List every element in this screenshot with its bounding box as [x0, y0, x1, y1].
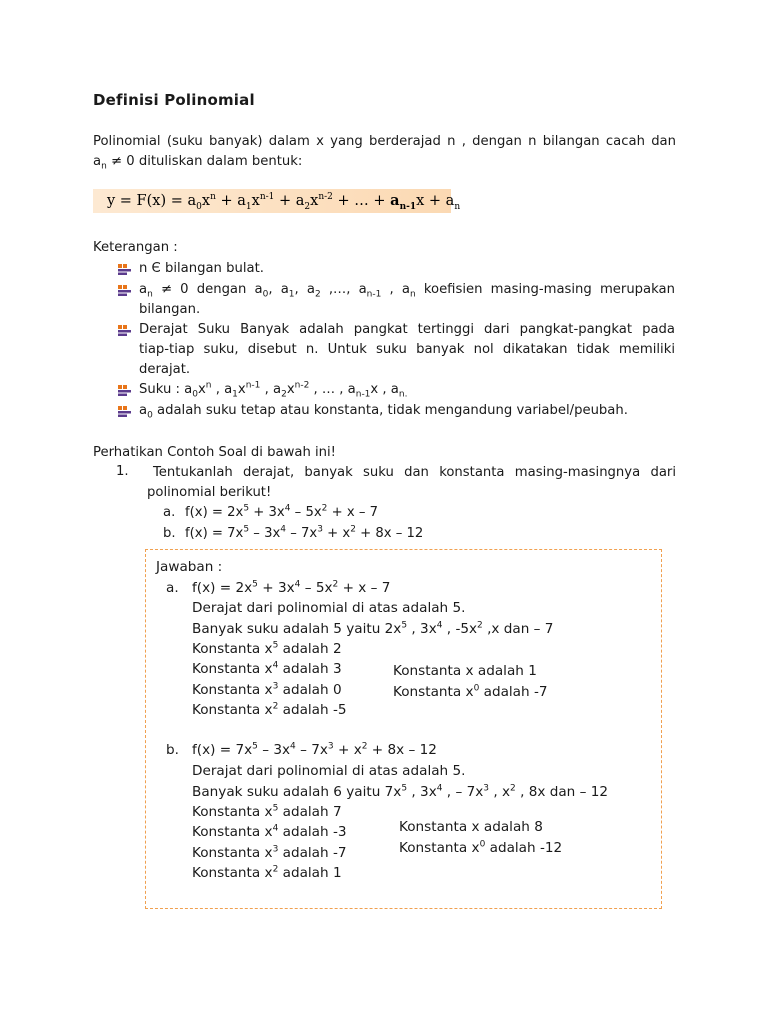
- question-b-label: b.: [163, 526, 176, 541]
- keterangan-item-3-cont: tiap-tiap suku, disebut n. Untuk suku banyak nol dikatakan tidak memiliki: [139, 342, 675, 357]
- bullet-icon: [116, 324, 134, 338]
- answer-b-poly: $f(x) = 7x^5 - 3x^4 - 7x^3 + x^2 + 8x - 12$: [192, 741, 437, 758]
- answer-a-konst-x: Konstanta x adalah 1: [393, 663, 537, 679]
- keterangan-item-3-end: derajat.: [139, 362, 191, 377]
- keterangan-item-1: n Є bilangan bulat.: [139, 261, 264, 276]
- keterangan-item-2-cont: bilangan.: [139, 302, 201, 317]
- answer-b-konst-2: Konstanta $x^2$ adalah 1: [192, 864, 342, 881]
- answer-b-konst-0: Konstanta $x^0$ adalah -12: [399, 839, 563, 856]
- answer-b-konst-x: Konstanta x adalah 8: [399, 819, 543, 835]
- question-text-cont: polinomial berikut!: [147, 485, 272, 500]
- answer-a-konst-2: Konstanta $x^2$ adalah -5: [192, 701, 347, 718]
- intro-line-1: Polinomial (suku banyak) dalam x yang berderajad n , dengan n bilangan cacah dan: [93, 134, 676, 149]
- keterangan-label: Keterangan :: [93, 240, 178, 255]
- bullet-icon: [116, 405, 134, 419]
- answer-a-derajat: Derajat dari polinomial di atas adalah 5.: [192, 600, 466, 616]
- answer-b-derajat: Derajat dari polinomial di atas adalah 5.: [192, 763, 466, 779]
- question-text: Tentukanlah derajat, banyak suku dan konstanta masing-masingnya dari: [153, 465, 676, 480]
- keterangan-item-4: Suku : $a_0x^n$ , $a_1x^{n-1}$ , $a_2x^{n-2}$ , … , $a_{n-1}x$ , $a_{n.}$: [139, 380, 408, 400]
- question-number: 1.: [116, 464, 129, 479]
- answer-a-banyak: Banyak suku adalah 5 yaitu $2x^5$ , $3x^4$ , $-5x^2$ ,x dan – 7: [192, 620, 554, 637]
- polynomial-formula: $y = F(x) = a_0x^n + a_1x^{n-1} + a_2x^{n-2}$ + … + $a_{n-1}x + a_n$: [93, 189, 451, 213]
- question-b-poly: $f(x) = 7x^5 - 3x^4 - 7x^3 + x^2 + 8x - 12$: [185, 524, 424, 541]
- answer-b-konst-5: Konstanta $x^5$ adalah 7: [192, 803, 342, 820]
- bullet-icon: [116, 384, 134, 398]
- answer-a-konst-4: Konstanta $x^4$ adalah 3: [192, 660, 342, 677]
- answer-a-konst-0: Konstanta $x^0$ adalah -7: [393, 683, 548, 700]
- answer-b-banyak: Banyak suku adalah 6 yaitu $7x^5$ , $3x^4$ , – $7x^3$ , $x^2$ , 8x dan – 12: [192, 783, 609, 800]
- answer-a-konst-5: Konstanta $x^5$ adalah 2: [192, 640, 342, 657]
- keterangan-item-5: $a_0$ adalah suku tetap atau konstanta, tidak mengandung variabel/peubah.: [139, 403, 628, 421]
- contoh-heading: Perhatikan Contoh Soal di bawah ini!: [93, 445, 336, 460]
- keterangan-item-2: $a_n \ne 0$ dengan $a_0$, $a_1$, $a_2$ ,…, $a_{n-1}$ , $a_n$ koefisien masing-masing merupakan: [139, 282, 675, 300]
- bullet-icon: [116, 284, 134, 298]
- answer-a-label: a.: [166, 580, 179, 596]
- answer-b-konst-3: Konstanta $x^3$ adalah -7: [192, 844, 347, 861]
- question-a-poly: $f(x) = 2x^5 + 3x^4 - 5x^2 + x - 7$: [185, 503, 379, 520]
- answer-b-konst-4: Konstanta $x^4$ adalah -3: [192, 823, 347, 840]
- answer-a-poly: $f(x) = 2x^5 + 3x^4 - 5x^2 + x - 7$: [192, 579, 391, 596]
- keterangan-item-3: Derajat Suku Banyak adalah pangkat tertinggi dari pangkat-pangkat pada: [139, 322, 675, 337]
- answer-a-konst-3: Konstanta $x^3$ adalah 0: [192, 681, 342, 698]
- jawaban-label: Jawaban :: [156, 559, 223, 575]
- answer-b-label: b.: [166, 742, 179, 758]
- intro-line-2: $a_n \ne 0$ dituliskan dalam bentuk:: [93, 154, 303, 172]
- bullet-icon: [116, 263, 134, 277]
- question-a-label: a.: [163, 505, 176, 520]
- page-title: Definisi Polinomial: [93, 91, 255, 109]
